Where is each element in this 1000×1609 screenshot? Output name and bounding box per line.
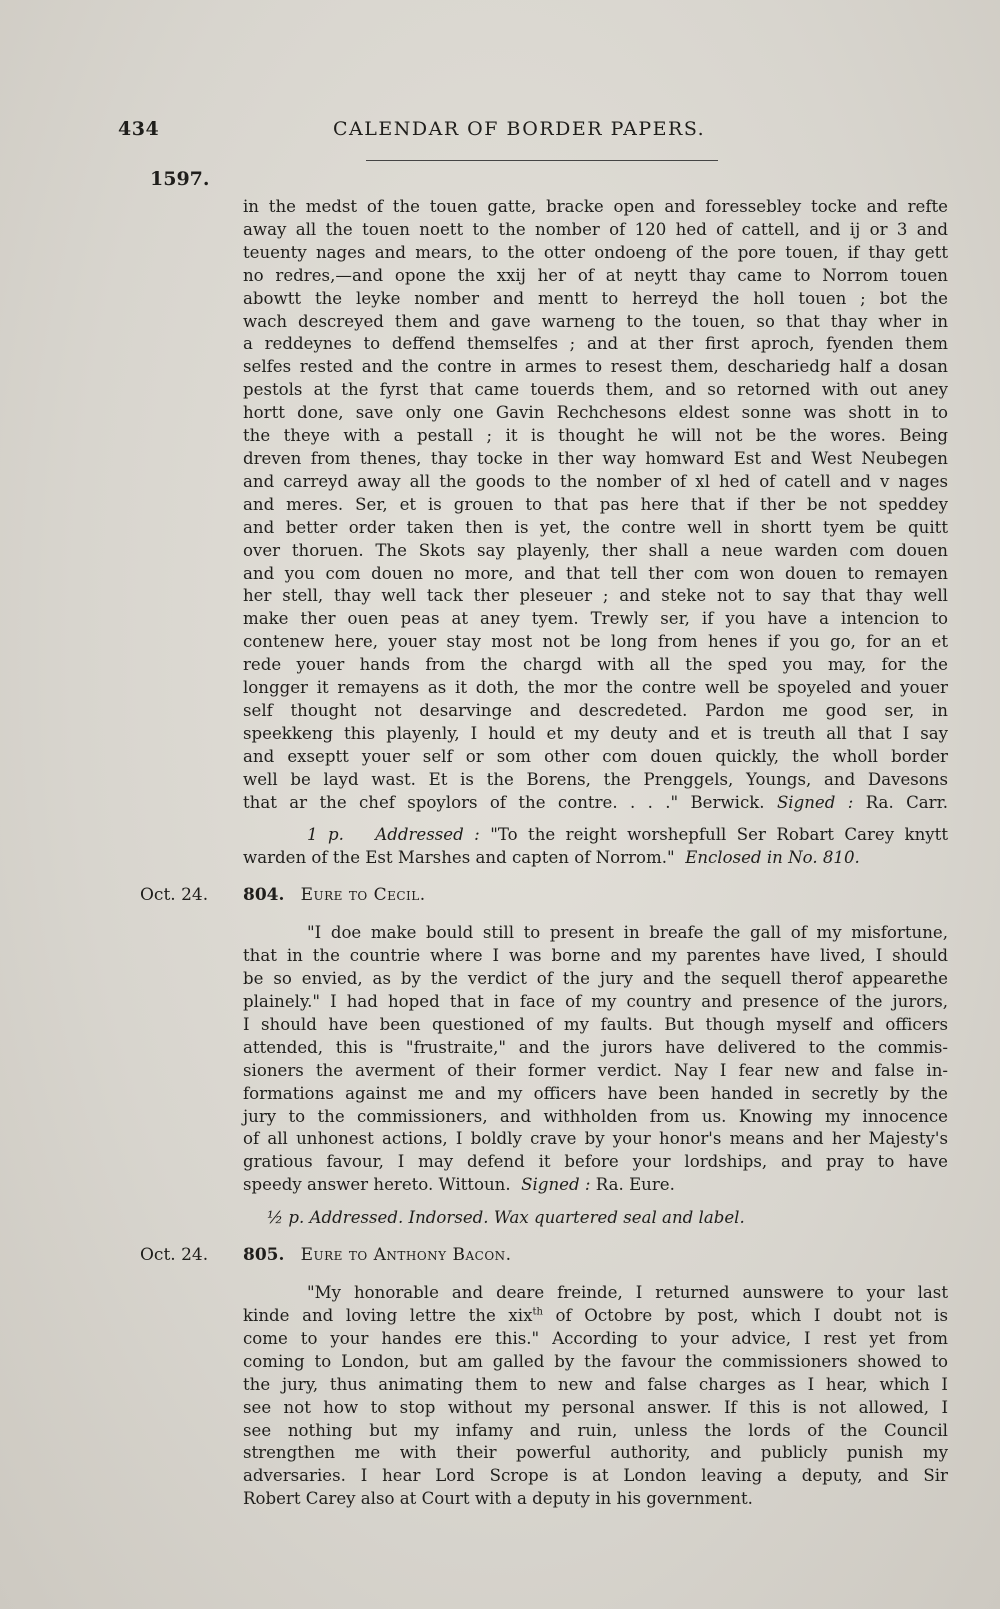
text-line: coming to London, but am galled by the favour the commissioners showed to [243, 1351, 948, 1371]
text-line: that in the countrie where I was borne and my parentes have lived, I should [243, 946, 948, 966]
address-text: "To the reight worshepfull Ser Robart Carey knytt [490, 825, 948, 845]
text-line: "My honorable and deare freinde, I returned aunswere to your last [307, 1283, 948, 1303]
calendar-entry-804 [140, 884, 948, 1230]
signed-label: Signed : [776, 792, 854, 812]
calendar-entry-805 [140, 1244, 948, 1511]
document-note [243, 824, 948, 847]
text-line: wach descreyed them and gave warneng to the touen, so that thay wher in [243, 311, 948, 331]
letter-text [243, 922, 948, 1197]
text-line: strengthen me with their powerful authority, and publicly punish my [243, 1443, 948, 1463]
page-number: 434 [118, 118, 160, 140]
text-line: and meres. Ser, et is grouen to that pas here that if ther be not speddey [243, 494, 948, 514]
title-rule [366, 160, 718, 161]
text-line: the jury, thus animating them to new and false charges as I hear, which I [243, 1374, 948, 1394]
closing-text: that ar the chef spoylors of the contre. . . ." Berwick. [243, 792, 765, 812]
text-line: the theye with a pestall ; it is thought he will not be the wores. Being [243, 426, 948, 446]
text-line: longger it remayens as it doth, the mor the contre well be spoyeled and youer [243, 678, 948, 698]
text-line: pestols at the fyrst that came touerds them, and so retorned with out aney [243, 380, 948, 400]
text-line: hortt done, save only one Gavin Rechchesons eldest sonne was shott in to [243, 403, 948, 423]
entry-date: Oct. 24. [140, 885, 209, 906]
enclosed-note: Enclosed in No. 810. [685, 848, 860, 868]
text-line: ½ p. Addressed. Indorsed. Wax quartered seal and label. [267, 1208, 745, 1228]
text-line-signed [243, 792, 948, 815]
text-line: "I doe make bould still to present in breafe the gall of my misfortune, [307, 923, 948, 943]
text-line: see not how to stop without my personal answer. If this is not allowed, I [243, 1397, 948, 1417]
text-line: be so envied, as by the verdict of the jury and the sequell therof appearethe [243, 969, 948, 989]
text-line: formations against me and my officers have been handed in secretly by the [243, 1083, 948, 1103]
signatory: Ra. Eure. [595, 1175, 675, 1195]
entry-heading [243, 884, 948, 908]
text-line: rede youer hands from the chargd with all the sped you may, for the [243, 655, 948, 675]
text-line: a reddeynes to deffend themselfes ; and at ther first aproch, fyenden them [243, 334, 948, 354]
document-note-cont [243, 847, 948, 870]
year-marker: 1597. [150, 168, 210, 190]
signatory: Ra. Carr. [865, 792, 948, 812]
text-line: abowtt the leyke nomber and mentt to herreyd the holl touen ; bot the [243, 288, 948, 308]
superscript: th [532, 1306, 543, 1318]
text-line: speekkeng this playenly, I hould et my deuty and et is treuth all that I say [243, 723, 948, 743]
entry-heading [243, 1244, 948, 1268]
text-line: dreven from thenes, thay tocke in ther way homward Est and West Neubegen [243, 448, 948, 468]
text-line: attended, this is "frustraite," and the jurors have delivered to the commis- [243, 1037, 948, 1057]
text-line: come to your handes ere this." According to your advice, I rest yet from [243, 1328, 948, 1348]
continuation-paragraph [243, 196, 948, 814]
entry-date: Oct. 24. [140, 1245, 209, 1266]
address-text: warden of the Est Marshes and capten of Norrom." [243, 848, 675, 868]
text-line: plainely." I had hoped that in face of my country and presence of the jurors, [243, 992, 948, 1011]
text-line: see nothing but my infamy and ruin, unless the lords of the Council [243, 1420, 948, 1440]
entry-number: 805. [243, 1245, 285, 1266]
text-fragment: of Octobre by post, which I doubt not is [555, 1305, 948, 1325]
text-line: Robert Carey also at Court with a deputy in his government. [243, 1489, 753, 1509]
text-line: adversaries. I hear Lord Scrope is at London leaving a deputy, and Sir [243, 1466, 948, 1486]
text-line: teuenty nages and mears, to the otter ondoeng of the pore touen, if thay gett [243, 242, 948, 262]
entry-title: Eure to Anthony Bacon. [300, 1245, 512, 1266]
body-text [140, 196, 948, 1511]
text-line: jury to the commissioners, and withholden from us. Knowing my innocence [243, 1106, 948, 1126]
closing-text: speedy answer hereto. Wittoun. [243, 1175, 511, 1195]
text-line: and you com douen no more, and that tell ther com won douen to remayen [243, 563, 948, 583]
text-line [243, 1305, 948, 1328]
text-line: I should have been questioned of my faults. But though myself and officers [243, 1014, 948, 1034]
text-line: and better order taken then is yet, the contre well in shortt tyem be quitt [243, 517, 948, 537]
text-line [243, 847, 948, 870]
text-line: well be layd wast. Et is the Borens, the Prenggels, Youngs, and Davesons [243, 769, 948, 789]
text-line: sioners the averment of their former verdict. Nay I fear new and false in- [243, 1060, 948, 1080]
note-size: 1 p. [307, 825, 344, 845]
text-line [243, 824, 948, 847]
entry-title: Eure to Cecil. [300, 885, 426, 906]
text-line: in the medst of the touen gatte, bracke open and foressebley tocke and refte [243, 197, 948, 216]
signed-label: Signed : [521, 1175, 591, 1195]
document-note [243, 1207, 948, 1230]
running-title: CALENDAR OF BORDER PAPERS. [333, 118, 706, 140]
entry-number: 804. [243, 885, 285, 906]
letter-text [243, 1282, 948, 1511]
text-line: no redres,—and opone the xxij her of at neytt thay came to Norrom touen [243, 265, 948, 285]
text-line: contenew here, youer stay most not be long from henes if you go, for an et [243, 632, 948, 652]
text-line: her stell, thay well tack ther pleseuer ; and steke not to say that thay well [243, 586, 948, 606]
text-line: away all the touen noett to the nomber of 120 hed of cattell, and ij or 3 and [243, 219, 948, 239]
text-line: and exseptt youer self or som other com douen quickly, the wholl border [243, 746, 948, 766]
text-line: self thought not desarvinge and descredeted. Pardon me good ser, in [243, 700, 948, 720]
text-line: make ther ouen peas at aney tyem. Trewly ser, if you have a intencion to [243, 609, 948, 629]
text-line: selfes rested and the contre in armes to resest them, deschariedg half a dosan [243, 357, 948, 377]
text-line-signed [243, 1174, 948, 1197]
addressed-label: Addressed : [375, 825, 480, 845]
text-fragment: kinde and loving lettre the xix [243, 1305, 533, 1325]
text-line: gratious favour, I may defend it before your lordships, and pray to have [243, 1152, 948, 1172]
text-line: over thoruen. The Skots say playenly, ther shall a neue warden com douen [243, 540, 948, 560]
text-line: and carreyd away all the goods to the nomber of xl hed of catell and v nages [243, 471, 948, 491]
text-line: of all unhonest actions, I boldly crave by your honor's means and her Majesty's [243, 1129, 948, 1149]
page-header [118, 118, 878, 148]
